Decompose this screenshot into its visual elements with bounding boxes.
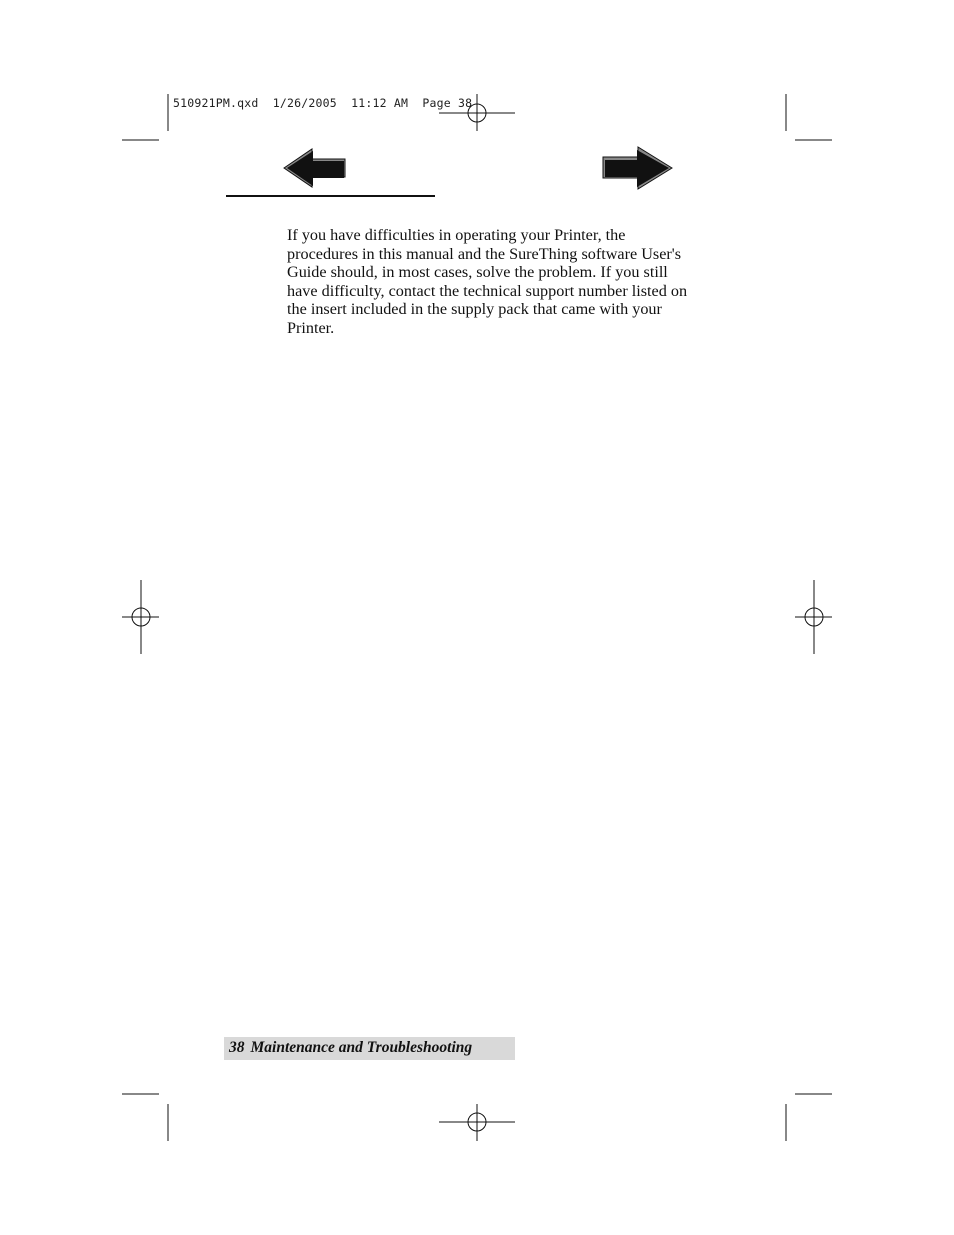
body-line: Printer. — [287, 318, 335, 337]
body-line: procedures in this manual and the SureThing software User's — [287, 244, 682, 263]
body-line: Guide should, in most cases, solve the problem. If you still — [287, 263, 668, 282]
body-line: If you have difficulties in operating your Printer, the — [287, 226, 626, 244]
print-slug: 510921PM.qxd 1/26/2005 11:12 AM Page 38 — [173, 96, 473, 110]
previous-page-button[interactable] — [282, 147, 348, 189]
registration-mark-icon — [795, 580, 832, 654]
next-page-button[interactable] — [601, 146, 675, 190]
body-line: have difficulty, contact the technical support number listed on — [287, 281, 688, 300]
body-paragraph — [287, 226, 727, 338]
section-title: Maintenance and Troubleshooting — [250, 1039, 473, 1056]
right-arrow-icon — [601, 146, 675, 190]
page-footer — [229, 1039, 472, 1057]
body-line: the insert included in the supply pack that came with your — [287, 300, 662, 319]
left-arrow-icon — [282, 147, 348, 189]
page-number: 38 — [229, 1039, 245, 1056]
registration-mark-icon — [439, 1104, 515, 1141]
registration-mark-icon — [122, 580, 159, 654]
header-rule — [226, 195, 435, 197]
